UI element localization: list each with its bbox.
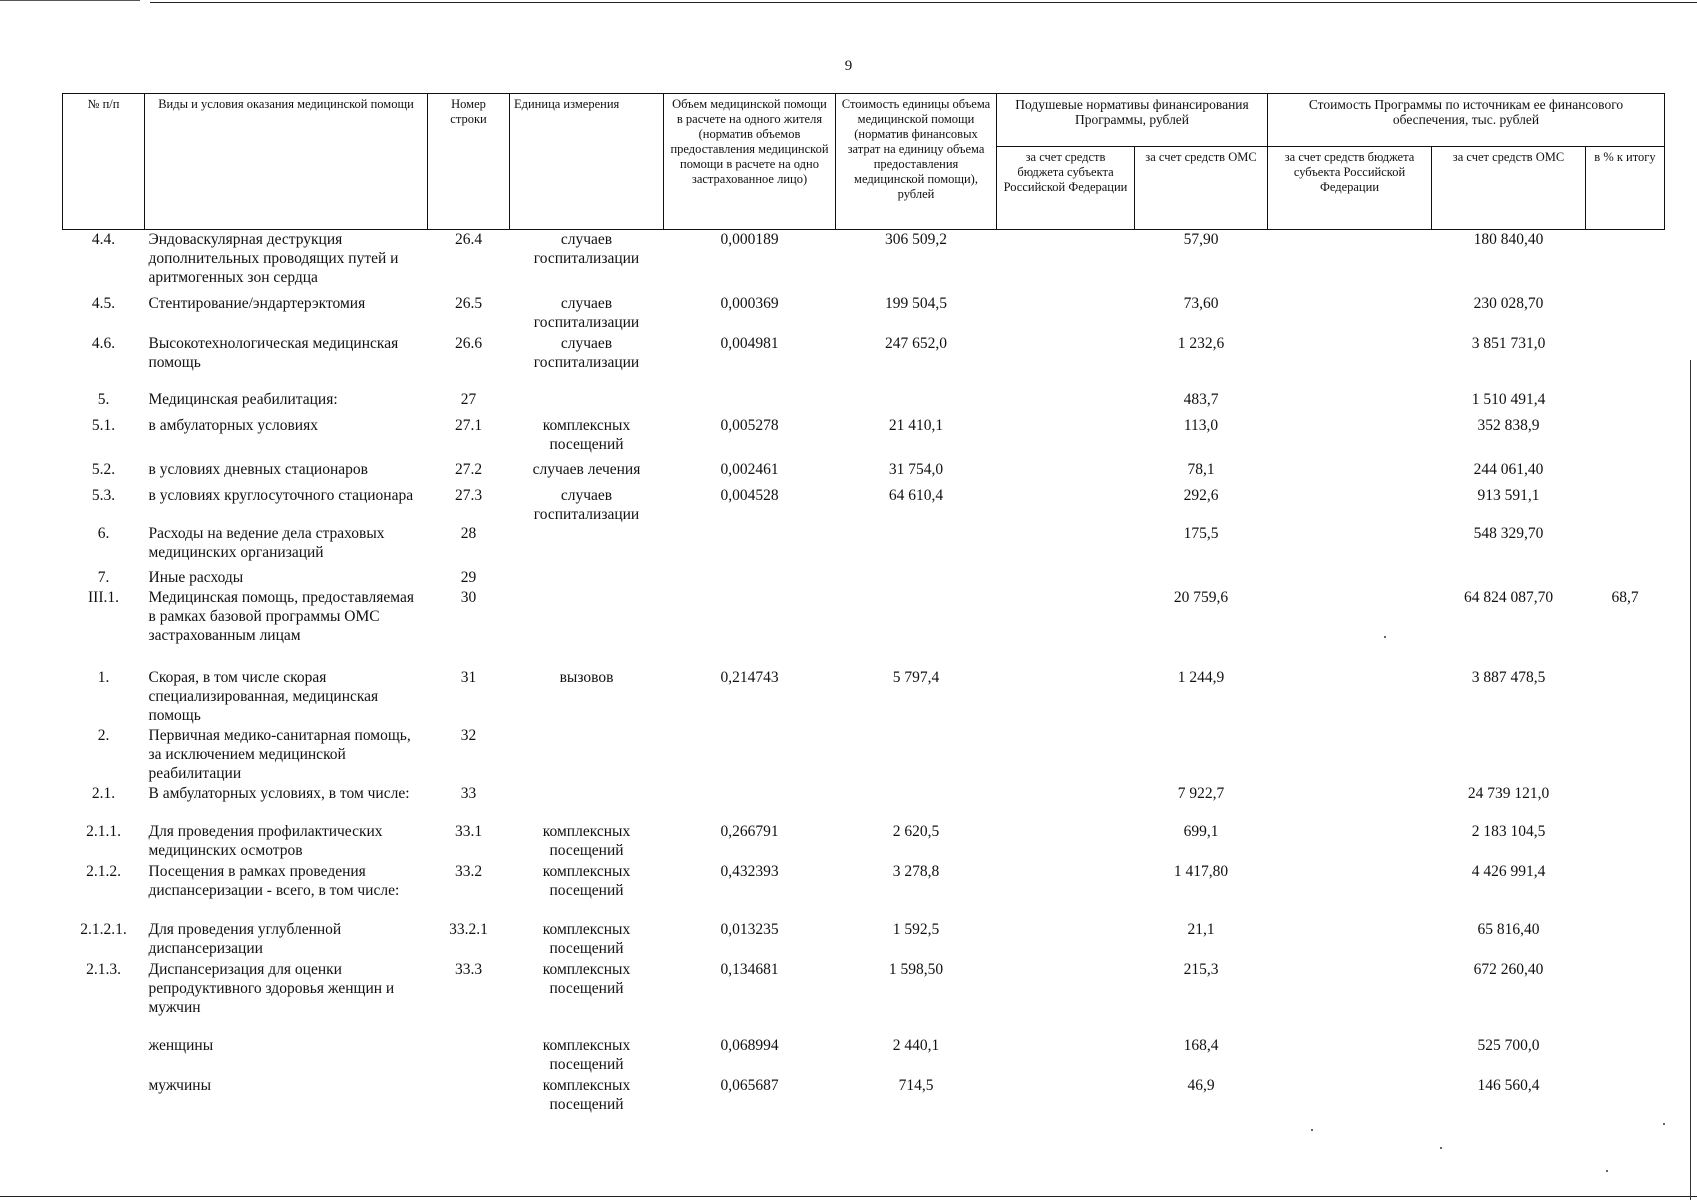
row-per-capita-budget — [997, 784, 1135, 822]
row-program-oms: 4 426 991,4 — [1471, 862, 1546, 880]
row-program-pct — [1586, 1076, 1665, 1116]
row-program-oms — [1432, 568, 1586, 588]
row-name: Для проведения профилактических медицинских осмотров — [148, 822, 383, 859]
row-unit-cost: 2 440,1 — [892, 1036, 940, 1054]
row-volume — [664, 390, 836, 416]
row-program-oms: 352 838,9 — [1477, 416, 1540, 434]
row-name: Стентирование/эндартерэктомия — [148, 294, 366, 312]
table-row — [63, 568, 1665, 588]
row-program-budget — [1268, 960, 1432, 1036]
row-unit-cost: 5 797,4 — [892, 668, 940, 686]
row-volume: 0,002461 — [720, 460, 779, 478]
row-name: В амбулаторных условиях, в том числе: — [148, 784, 410, 802]
row-name: Медицинская реабилитация: — [148, 390, 338, 408]
row-line-number: 26.6 — [454, 334, 483, 352]
row-line-number: 27.2 — [454, 460, 483, 478]
row-program-budget — [1268, 726, 1432, 784]
row-program-budget — [1268, 862, 1432, 920]
row-volume: 0,134681 — [720, 960, 779, 978]
row-program-budget — [1268, 486, 1432, 524]
row-unit: комплексных посещений — [542, 960, 631, 997]
header-program-oms: за счет средств ОМС — [1432, 147, 1586, 230]
row-per-capita-oms: 78,1 — [1187, 460, 1215, 478]
row-per-capita-oms: 20 759,6 — [1173, 588, 1229, 606]
row-volume: 0,000189 — [720, 231, 779, 248]
row-program-pct — [1586, 486, 1665, 524]
row-number: 7. — [97, 568, 110, 586]
row-program-oms: 913 591,1 — [1477, 486, 1540, 504]
row-number: 2.1.1. — [86, 822, 121, 840]
row-line-number: 33.2.1 — [449, 920, 488, 938]
row-per-capita-budget — [997, 390, 1135, 416]
row-line-number — [428, 1076, 510, 1116]
row-program-budget — [1268, 294, 1432, 334]
row-per-capita-oms: 57,90 — [1183, 231, 1219, 248]
row-unit: комплексных посещений — [542, 1036, 631, 1073]
table-row — [63, 862, 1665, 920]
row-program-pct — [1586, 920, 1665, 960]
program-cost-table — [62, 93, 1665, 1116]
row-number: 5.3. — [91, 486, 116, 504]
row-program-oms: 1 510 491,4 — [1471, 390, 1546, 408]
row-volume: 0,013235 — [720, 920, 779, 938]
row-unit-cost: 31 754,0 — [888, 460, 944, 478]
row-program-pct — [1586, 960, 1665, 1036]
table-header — [63, 94, 1665, 230]
row-program-oms: 146 560,4 — [1477, 1076, 1540, 1094]
row-name: в амбулаторных условиях — [148, 416, 318, 434]
row-name: Медицинская помощь, предоставляемая в рамках базовой программы ОМС застрахованным лицам — [148, 588, 414, 644]
row-per-capita-budget — [997, 1076, 1135, 1116]
row-per-capita-oms: 1 244,9 — [1177, 668, 1225, 686]
row-number: 6. — [97, 524, 110, 542]
row-per-capita-budget — [997, 486, 1135, 524]
row-line-number: 27.3 — [454, 486, 483, 504]
row-name: Скорая, в том числе скорая специализированная, медицинская помощь — [148, 668, 379, 724]
row-unit — [510, 588, 664, 668]
row-program-pct — [1586, 862, 1665, 920]
row-number: 5.1. — [91, 416, 116, 434]
row-number: 5. — [97, 390, 110, 408]
row-per-capita-budget — [997, 668, 1135, 726]
row-line-number: 26.5 — [454, 294, 483, 312]
row-unit-cost: 64 610,4 — [888, 486, 944, 504]
row-line-number: 30 — [460, 588, 477, 606]
row-per-capita-oms — [1135, 568, 1268, 588]
row-program-budget — [1268, 460, 1432, 486]
row-per-capita-budget — [997, 960, 1135, 1036]
row-program-oms: 3 887 478,5 — [1471, 668, 1546, 686]
row-unit: случаев госпитализации — [533, 486, 640, 523]
row-volume: 0,004981 — [720, 334, 779, 352]
row-program-budget — [1268, 588, 1432, 668]
row-number: 4.6. — [91, 334, 116, 352]
row-program-oms: 3 851 731,0 — [1471, 334, 1546, 352]
header-program-cost: Стоимость Программы по источникам ее финансового обеспечения, тыс. рублей — [1268, 94, 1665, 147]
row-program-pct — [1586, 334, 1665, 390]
row-number: 2.1. — [91, 784, 116, 802]
row-program-oms: 64 824 087,70 — [1463, 588, 1554, 606]
scan-speck — [1311, 1129, 1313, 1131]
row-program-pct — [1586, 784, 1665, 822]
table-row — [63, 726, 1665, 784]
row-line-number: 28 — [460, 524, 477, 542]
row-unit-cost: 2 620,5 — [892, 822, 940, 840]
header-name: Виды и условия оказания медицинской помощи — [145, 94, 428, 230]
row-volume — [664, 588, 836, 668]
row-unit-cost — [836, 568, 997, 588]
row-per-capita-budget — [997, 230, 1135, 294]
row-unit: случаев лечения — [532, 460, 641, 478]
table-row — [63, 334, 1665, 390]
row-name: Посещения в рамках проведения диспансеризации - всего, в том числе: — [148, 862, 400, 899]
row-name: Расходы на ведение дела страховых медицинских организаций — [148, 524, 385, 561]
row-number: 2.1.2.1. — [80, 920, 127, 938]
row-program-budget — [1268, 568, 1432, 588]
row-program-pct — [1586, 668, 1665, 726]
row-program-oms: 2 183 104,5 — [1471, 822, 1546, 840]
row-per-capita-budget — [997, 524, 1135, 568]
scan-edge-bottom — [0, 1196, 1697, 1197]
row-line-number: 33.2 — [454, 862, 483, 880]
row-per-capita-budget — [997, 294, 1135, 334]
table-row — [63, 486, 1665, 524]
row-unit: комплексных посещений — [542, 822, 631, 859]
row-line-number: 27.1 — [454, 416, 483, 434]
row-name: Диспансеризация для оценки репродуктивного здоровья женщин и мужчин — [148, 960, 395, 1016]
table-row — [63, 1036, 1665, 1076]
row-per-capita-oms: 113,0 — [1183, 416, 1219, 434]
scan-speck — [1440, 1147, 1442, 1149]
table-row — [63, 460, 1665, 486]
row-unit: комплексных посещений — [542, 1076, 631, 1113]
row-program-oms: 65 816,40 — [1477, 920, 1540, 938]
scan-edge-top — [150, 2, 1697, 3]
row-unit-cost: 3 278,8 — [892, 862, 940, 880]
scan-edge-right — [1690, 360, 1691, 1200]
row-program-pct — [1586, 726, 1665, 784]
row-per-capita-budget — [997, 862, 1135, 920]
row-unit: случаев госпитализации — [533, 294, 640, 331]
row-program-pct — [1586, 390, 1665, 416]
scan-speck — [1606, 1170, 1608, 1172]
row-line-number: 33 — [460, 784, 477, 802]
table-row — [63, 524, 1665, 568]
scan-edge-top-left — [0, 0, 140, 1]
row-line-number: 27 — [460, 390, 477, 408]
table-row — [63, 668, 1665, 726]
row-program-oms: 24 739 121,0 — [1467, 784, 1550, 802]
row-unit — [510, 390, 664, 416]
row-unit-cost: 199 504,5 — [885, 294, 947, 312]
table-row — [63, 920, 1665, 960]
row-program-budget — [1268, 822, 1432, 862]
row-per-capita-oms: 699,1 — [1183, 822, 1219, 840]
row-unit-cost: 714,5 — [898, 1076, 934, 1094]
row-unit-cost — [836, 726, 997, 784]
row-volume — [664, 784, 836, 822]
row-number: 4.4. — [91, 231, 116, 248]
table-body — [63, 230, 1665, 1116]
row-program-budget — [1268, 416, 1432, 460]
header-per-capita-budget: за счет средств бюджета субъекта Российской Федерации — [997, 147, 1135, 230]
row-per-capita-oms: 175,5 — [1183, 524, 1219, 542]
row-unit-cost: 1 598,50 — [888, 960, 944, 978]
row-name: в условиях дневных стационаров — [148, 460, 368, 478]
row-unit-cost: 1 592,5 — [892, 920, 940, 938]
row-number: 2.1.2. — [86, 862, 121, 880]
row-program-pct — [1586, 416, 1665, 460]
row-unit-cost: 21 410,1 — [888, 416, 944, 434]
header-row: Номер строки — [428, 94, 510, 230]
row-unit — [510, 568, 664, 588]
row-per-capita-budget — [997, 588, 1135, 668]
row-program-oms: 525 700,0 — [1477, 1036, 1540, 1054]
header-volume: Объем медицинской помощи в расчете на одного жителя (норматив объемов предоставления медицинской помощи в расчете на одно застрахованное лицо) — [664, 94, 836, 230]
row-number: III.1. — [88, 588, 119, 606]
row-program-pct — [1586, 230, 1665, 294]
row-per-capita-budget — [997, 568, 1135, 588]
row-program-budget — [1268, 334, 1432, 390]
row-name: Для проведения углубленной диспансеризации — [148, 920, 342, 957]
row-volume — [664, 726, 836, 784]
row-name: Эндоваскулярная деструкция дополнительных проводящих путей и аритмогенных зон сердца — [148, 231, 399, 286]
row-per-capita-oms: 483,7 — [1183, 390, 1219, 408]
row-volume: 0,065687 — [720, 1076, 779, 1094]
row-program-budget — [1268, 1076, 1432, 1116]
row-program-budget — [1268, 1036, 1432, 1076]
row-program-oms — [1432, 726, 1586, 784]
row-volume: 0,068994 — [720, 1036, 779, 1054]
row-line-number — [428, 1036, 510, 1076]
row-program-oms: 244 061,40 — [1473, 460, 1544, 478]
row-program-oms: 230 028,70 — [1473, 294, 1544, 312]
row-unit: случаев госпитализации — [533, 231, 640, 267]
row-volume: 0,432393 — [720, 862, 779, 880]
row-program-budget — [1268, 524, 1432, 568]
row-program-oms: 548 329,70 — [1473, 524, 1544, 542]
row-volume: 0,004528 — [720, 486, 779, 504]
table-row — [63, 390, 1665, 416]
row-unit: случаев госпитализации — [533, 334, 640, 371]
row-line-number: 29 — [460, 568, 477, 586]
row-unit: комплексных посещений — [542, 862, 631, 899]
row-name: Иные расходы — [148, 568, 244, 586]
row-unit-cost — [836, 390, 997, 416]
row-unit-cost: 306 509,2 — [885, 231, 947, 248]
row-number: 2. — [97, 726, 110, 744]
row-program-pct — [1586, 822, 1665, 862]
row-program-oms: 672 260,40 — [1473, 960, 1544, 978]
table-row — [63, 1076, 1665, 1116]
row-volume — [664, 524, 836, 568]
row-name: мужчины — [148, 1076, 211, 1094]
table-row — [63, 822, 1665, 862]
table-row — [63, 960, 1665, 1036]
table-row — [63, 784, 1665, 822]
row-line-number: 33.1 — [454, 822, 483, 840]
row-program-budget — [1268, 668, 1432, 726]
row-per-capita-budget — [997, 416, 1135, 460]
row-unit: комплексных посещений — [542, 416, 631, 453]
row-unit: комплексных посещений — [542, 920, 631, 957]
row-program-pct: 68,7 — [1611, 588, 1639, 606]
row-per-capita-oms: 1 417,80 — [1173, 862, 1229, 880]
row-unit: вызовов — [559, 668, 614, 686]
row-unit — [510, 784, 664, 822]
row-unit-cost — [836, 784, 997, 822]
header-num: № п/п — [63, 94, 145, 230]
row-per-capita-budget — [997, 920, 1135, 960]
row-per-capita-oms: 21,1 — [1187, 920, 1215, 938]
row-unit-cost — [836, 524, 997, 568]
row-program-pct — [1586, 568, 1665, 588]
row-per-capita-oms: 215,3 — [1183, 960, 1219, 978]
row-name: женщины — [148, 1036, 214, 1054]
row-volume: 0,214743 — [720, 668, 779, 686]
row-program-budget — [1268, 920, 1432, 960]
scan-speck — [1663, 1123, 1665, 1125]
row-number — [63, 1076, 145, 1116]
header-per-capita: Подушевые нормативы финансирования Программы, рублей — [997, 94, 1268, 147]
header-program-pct: в % к итогу — [1586, 147, 1665, 230]
row-per-capita-oms: 168,4 — [1183, 1036, 1219, 1054]
row-line-number: 26.4 — [454, 231, 483, 248]
row-volume: 0,266791 — [720, 822, 779, 840]
row-volume: 0,000369 — [720, 294, 779, 312]
row-program-budget — [1268, 390, 1432, 416]
row-line-number: 32 — [460, 726, 477, 744]
row-program-budget — [1268, 230, 1432, 294]
row-per-capita-budget — [997, 460, 1135, 486]
header-cost: Стоимость единицы объема медицинской помощи (норматив финансовых затрат на единицу объема предоставления медицинской помощи), рублей — [836, 94, 997, 230]
row-unit-cost — [836, 588, 997, 668]
row-unit — [510, 726, 664, 784]
row-per-capita-budget — [997, 1036, 1135, 1076]
row-per-capita-oms: 46,9 — [1187, 1076, 1215, 1094]
row-per-capita-budget — [997, 334, 1135, 390]
row-per-capita-oms: 292,6 — [1183, 486, 1219, 504]
row-volume — [664, 568, 836, 588]
row-number: 4.5. — [91, 294, 116, 312]
table-row — [63, 416, 1665, 460]
row-unit — [510, 524, 664, 568]
row-number — [63, 1036, 145, 1076]
row-number: 5.2. — [91, 460, 116, 478]
table-row — [63, 588, 1665, 668]
row-program-pct — [1586, 460, 1665, 486]
table-row — [63, 230, 1665, 294]
table-row — [63, 294, 1665, 334]
row-program-budget — [1268, 784, 1432, 822]
row-line-number: 33.3 — [454, 960, 483, 978]
row-per-capita-oms: 1 232,6 — [1177, 334, 1225, 352]
header-unit: Единица измерения — [510, 94, 664, 230]
row-per-capita-budget — [997, 822, 1135, 862]
row-program-oms: 180 840,40 — [1473, 231, 1544, 248]
row-per-capita-oms: 7 922,7 — [1177, 784, 1225, 802]
row-number: 2.1.3. — [86, 960, 121, 978]
row-line-number: 31 — [460, 668, 477, 686]
header-program-budget: за счет средств бюджета субъекта Российской Федерации — [1268, 147, 1432, 230]
row-per-capita-budget — [997, 726, 1135, 784]
row-unit-cost: 247 652,0 — [885, 334, 947, 352]
row-name: в условиях круглосуточного стационара — [148, 486, 414, 504]
row-program-pct — [1586, 1036, 1665, 1076]
header-per-capita-oms: за счет средств ОМС — [1135, 147, 1268, 230]
row-volume: 0,005278 — [720, 416, 779, 434]
row-program-pct — [1586, 294, 1665, 334]
row-per-capita-oms — [1135, 726, 1268, 784]
page-number: 9 — [844, 58, 853, 74]
row-program-pct — [1586, 524, 1665, 568]
row-name: Первичная медико-санитарная помощь, за исключением медицинской реабилитации — [148, 726, 411, 782]
row-name: Высокотехнологическая медицинская помощь — [148, 334, 399, 371]
row-per-capita-oms: 73,60 — [1183, 294, 1219, 312]
row-number: 1. — [97, 668, 110, 686]
